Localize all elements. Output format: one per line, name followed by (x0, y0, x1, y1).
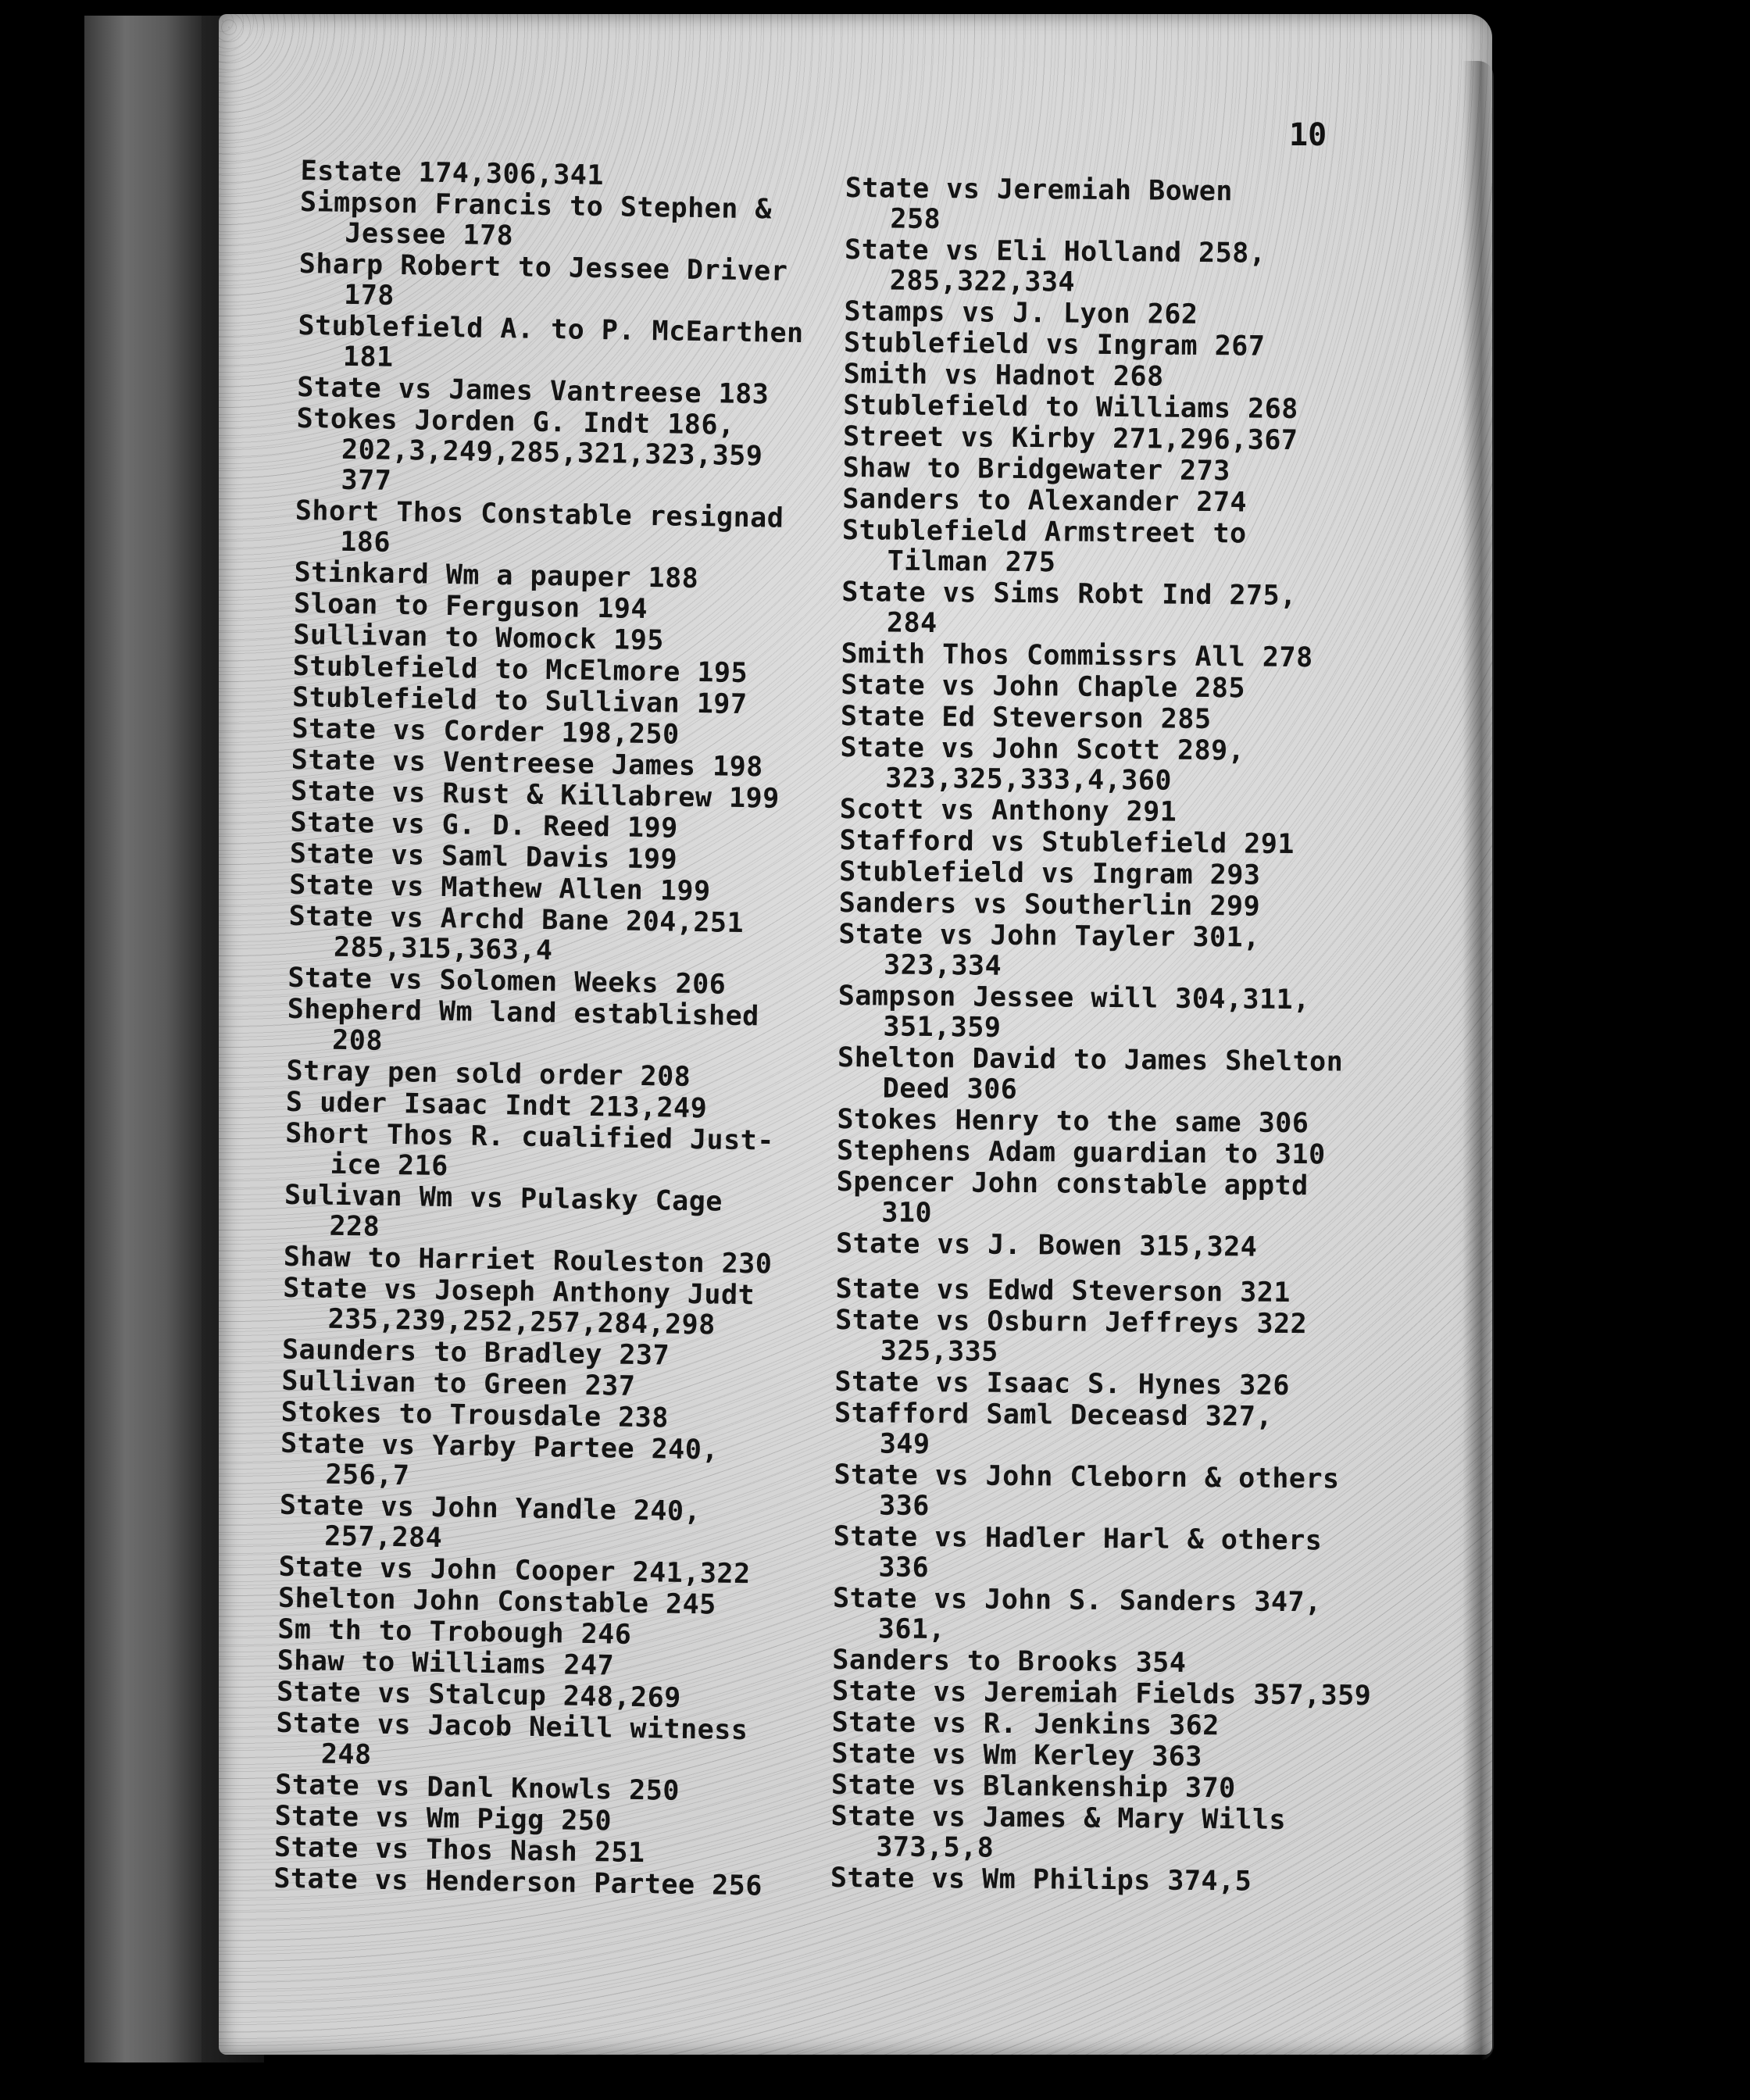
entry-line: State vs Mathew Allen 199 (289, 869, 711, 908)
entry-continuation-line: Deed 306 (882, 1073, 1018, 1105)
entry-line: Sullivan to Womock 195 (293, 619, 665, 657)
entry-line: Sanders to Alexander 274 (842, 483, 1248, 519)
index-entry (298, 311, 877, 381)
index-entry (840, 733, 1419, 798)
entry-line: State vs Yarby Partee 240, (280, 1427, 720, 1466)
entry-continuation-line: 285,315,363,4 (333, 931, 553, 967)
index-entry (282, 1273, 861, 1344)
index-entry (844, 297, 1422, 332)
entry-continuation-line: 373,5,8 (876, 1831, 995, 1864)
entry-line: Simpson Francis to Stephen & (299, 186, 773, 226)
entry-line: State vs Henderson Partee 256 (273, 1862, 763, 1902)
entry-line: Stublefield to Williams 268 (843, 389, 1299, 426)
page-number: 10 (1289, 117, 1327, 153)
entry-line: Stokes Jorden G. Indt 186, (296, 402, 735, 441)
entry-line: Stublefield to McElmore 195 (292, 650, 748, 690)
entry-line: Estate 174,306,341 (300, 155, 605, 192)
entry-continuation-line: 248 (320, 1738, 372, 1771)
index-entry (838, 981, 1416, 1047)
entry-line: Short Thos R. cualified Just- (285, 1117, 775, 1157)
entry-line: Stamps vs J. Lyon 262 (844, 295, 1198, 330)
index-entry (831, 1739, 1409, 1774)
entry-line: Stinkard Wm a pauper 188 (294, 556, 699, 595)
entry-line: State vs John Cooper 241,322 (278, 1551, 751, 1591)
index-entry (288, 902, 867, 972)
entry-line: Shaw to Williams 247 (277, 1645, 615, 1682)
entry-line: State vs James Vantreese 183 (297, 371, 770, 411)
index-entry (831, 1770, 1409, 1805)
entry-line: Stokes to Trousdale 238 (280, 1396, 670, 1434)
index-entry (845, 173, 1423, 239)
index-entry (837, 1105, 1415, 1140)
entry-line: State vs Solomen Weeks 206 (288, 962, 727, 1001)
entry-line: Sullivan to Green 237 (281, 1365, 636, 1402)
entry-continuation-line: 285,322,334 (889, 265, 1076, 298)
entry-continuation-line: 361, (877, 1613, 946, 1646)
index-entry (843, 391, 1421, 426)
index-entry (838, 1043, 1416, 1109)
index-entry (832, 1677, 1410, 1712)
entry-line: Stublefield Armstreet to (841, 514, 1247, 550)
index-entry (830, 1802, 1409, 1867)
index-entry (841, 670, 1419, 705)
entry-line: Shaw to Bridgewater 273 (842, 452, 1231, 488)
entry-line: State vs John Cleborn & others (834, 1459, 1340, 1495)
entry-line: Shelton John Constable 245 (277, 1582, 717, 1621)
entry-line: Smith Thos Commissrs All 278 (841, 638, 1313, 674)
entry-line: Sm th to Trobough 246 (277, 1613, 632, 1651)
index-entry (830, 1863, 1409, 1898)
entry-line: Sloan to Ferguson 194 (293, 588, 648, 626)
index-entry (284, 1119, 863, 1189)
index-entry (844, 328, 1422, 363)
index-entry (834, 1460, 1412, 1526)
entry-line: State vs Ventreese James 198 (291, 744, 764, 784)
entry-line: State vs Wm Pigg 250 (274, 1800, 612, 1838)
entry-line: State vs R. Jenkins 362 (831, 1706, 1220, 1742)
page-edge-curl (1462, 61, 1494, 2061)
entry-continuation-line: Tilman 275 (887, 545, 1056, 579)
index-entry (279, 1491, 858, 1561)
entry-line: State vs Joseph Anthony Judt (282, 1272, 755, 1312)
index-entry (841, 702, 1419, 737)
entry-line: State vs John Chaple 285 (841, 669, 1246, 705)
entry-line: State vs Blankenship 370 (830, 1769, 1236, 1805)
index-entry (844, 359, 1422, 395)
entry-line: Stublefield vs Ingram 267 (843, 327, 1266, 362)
entry-line: Spencer John constable apptd (836, 1166, 1309, 1202)
index-entry (841, 577, 1420, 643)
entry-line: State Ed Steverson 285 (840, 700, 1212, 736)
index-entry (841, 516, 1420, 581)
entry-continuation-line: 323,325,333,4,360 (885, 762, 1173, 797)
entry-continuation-line: 377 (341, 464, 392, 497)
entry-line: State vs Corder 198,250 (291, 712, 680, 751)
index-entry (839, 888, 1417, 923)
index-entry (835, 1305, 1414, 1371)
index-entry (833, 1584, 1412, 1649)
index-entry (842, 484, 1420, 520)
entry-line: State vs Osburn Jeffreys 322 (835, 1304, 1308, 1341)
index-entry (833, 1522, 1412, 1588)
entry-line: Sulivan Wm vs Pulasky Cage (284, 1179, 723, 1218)
entry-line: State vs Archd Bane 204,251 (288, 900, 745, 940)
entry-continuation-line: 178 (343, 279, 395, 312)
index-entry (836, 1167, 1415, 1233)
entry-line: Stokes Henry to the same 306 (837, 1103, 1309, 1140)
entry-line: State vs Jacob Neill witness (276, 1707, 748, 1747)
entry-line: State vs Saml Davis 199 (289, 838, 678, 876)
entry-line: State vs Sims Robt Ind 275, (841, 576, 1297, 612)
index-entry (839, 857, 1417, 892)
entry-line: State vs Jeremiah Bowen (845, 173, 1234, 208)
index-entry (295, 496, 873, 566)
index-entry (298, 249, 877, 320)
entry-line: Stafford vs Stublefield 291 (839, 824, 1295, 861)
entry-line: State vs Isaac S. Hynes 326 (834, 1366, 1291, 1402)
entry-continuation-line: 181 (342, 341, 394, 373)
entry-line: State vs J. Bowen 315,324 (835, 1227, 1258, 1263)
index-entry (836, 1229, 1414, 1264)
entry-line: State vs John Yandle 240, (279, 1489, 702, 1528)
entry-line: State vs Danl Knowls 250 (274, 1769, 680, 1807)
entry-continuation-line: 228 (329, 1210, 380, 1243)
entry-line: State vs Hadler Harl & others (833, 1520, 1323, 1557)
index-entry (839, 826, 1417, 861)
entry-continuation-line: 208 (331, 1024, 384, 1057)
entry-line: State vs Jeremiah Fields 357,359 (831, 1675, 1372, 1712)
index-entry (840, 795, 1418, 830)
entry-line: State vs James & Mary Wills (830, 1800, 1287, 1837)
entry-line: Street vs Kirby 271,296,367 (842, 420, 1298, 457)
entry-line: Stublefield vs Ingram 293 (839, 855, 1261, 891)
entry-line: Stray pen sold order 208 (286, 1055, 691, 1093)
entry-line: Sanders to Brooks 354 (832, 1644, 1187, 1679)
index-entry (845, 235, 1423, 301)
index-entry (299, 188, 878, 258)
index-entry (841, 639, 1419, 674)
entry-line: State vs Stalcup 248,269 (276, 1676, 682, 1714)
entry-line: Stublefield A. to P. McEarthen (298, 309, 804, 350)
entry-line: S uder Isaac Indt 213,249 (285, 1086, 708, 1125)
entry-continuation-line: 351,359 (883, 1011, 1002, 1044)
index-entry (837, 1136, 1415, 1171)
entry-line: Stafford Saml Deceasd 327, (834, 1397, 1273, 1433)
entry-continuation-line: 257,284 (323, 1520, 443, 1555)
index-entry (835, 1274, 1413, 1309)
entry-line: Scott vs Anthony 291 (839, 793, 1177, 828)
entry-continuation-line: 284 (886, 607, 938, 640)
entry-line: State vs John Scott 289, (840, 731, 1245, 767)
entry-line: State vs Eli Holland 258, (844, 234, 1266, 270)
index-entry (843, 453, 1421, 488)
entry-line: Stublefield to Sullivan 197 (291, 681, 748, 721)
index-entry (834, 1398, 1413, 1464)
entry-line: State vs John S. Sanders 347, (832, 1582, 1322, 1619)
entry-continuation-line: 336 (878, 1552, 930, 1584)
entry-continuation-line: 336 (878, 1490, 930, 1523)
entry-line: State vs Wm Kerley 363 (831, 1738, 1203, 1773)
entry-continuation-line: 310 (881, 1197, 933, 1230)
entry-continuation-line: ice 216 (330, 1148, 449, 1183)
entry-line: Sampson Jessee will 304,311, (838, 980, 1310, 1016)
index-entry (838, 920, 1417, 985)
index-entry (287, 995, 866, 1065)
entry-line: Smith vs Hadnot 268 (843, 358, 1164, 393)
right-index-column (830, 173, 1423, 1899)
entry-line: Shaw to Harriet Rouleston 230 (283, 1241, 773, 1280)
index-entry (834, 1367, 1412, 1402)
entry-continuation-line: 258 (890, 203, 941, 236)
index-entry (832, 1708, 1410, 1743)
left-index-column (273, 156, 879, 1904)
adjacent-page-strip (84, 16, 202, 2062)
entry-line: Saunders to Bradley 237 (281, 1334, 670, 1372)
entry-continuation-line: 256,7 (325, 1459, 410, 1492)
entry-line: Short Thos Constable resignad (295, 495, 784, 534)
entry-line: State vs Edwd Steverson 321 (835, 1273, 1291, 1309)
entry-line: Sanders vs Southerlin 299 (838, 887, 1261, 923)
entry-line: Sharp Robert to Jessee Driver (298, 248, 788, 288)
index-entry (284, 1180, 862, 1251)
index-entry (276, 1709, 855, 1779)
entry-continuation-line: 323,334 (883, 949, 1002, 982)
entry-line: State vs John Tayler 301, (838, 918, 1260, 954)
entry-continuation-line: 186 (339, 526, 391, 559)
entry-continuation-line: Jessee 178 (345, 217, 514, 252)
entry-line: State vs G. D. Reed 199 (290, 806, 679, 845)
index-entry (843, 422, 1421, 457)
index-entry (295, 404, 875, 505)
index-entry (280, 1429, 859, 1499)
entry-line: Shelton David to James Shelton (837, 1041, 1344, 1078)
entry-line: Shepherd Wm land established (287, 993, 760, 1033)
entry-continuation-line: 202,3,249,285,321,323,359 (341, 434, 763, 473)
index-entry (832, 1645, 1410, 1680)
entry-continuation-line: 235,239,252,257,284,298 (327, 1303, 716, 1341)
entry-line: Stephens Adam guardian to 310 (836, 1134, 1326, 1171)
entry-line: State vs Wm Philips 374,5 (830, 1862, 1252, 1898)
entry-line: State vs Rust & Killabrew 199 (290, 775, 780, 815)
entry-continuation-line: 349 (879, 1428, 930, 1461)
entry-line: State vs Thos Nash 251 (273, 1831, 645, 1870)
entry-continuation-line: 325,335 (880, 1335, 999, 1368)
